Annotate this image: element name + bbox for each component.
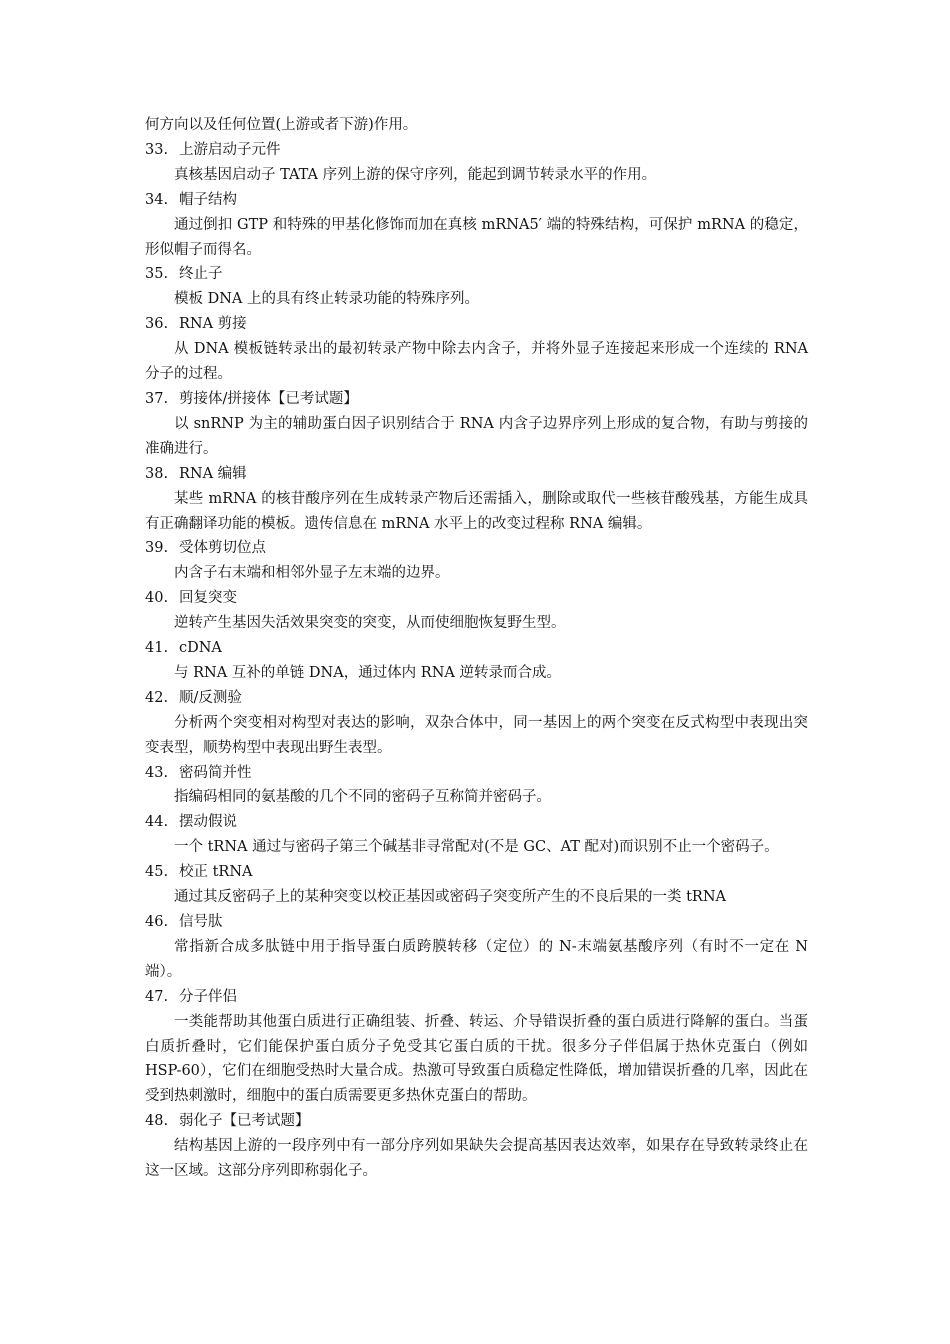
term-title: RNA 剪接 <box>179 316 247 333</box>
glossary-entry <box>145 462 808 537</box>
term-definition: 与 RNA 互补的单链 DNA，通过体内 RNA 逆转录而合成。 <box>174 664 561 681</box>
term-heading <box>145 686 808 711</box>
term-definition: 通过其反密码子上的某种突变以校正基因或密码子突变所产生的不良后果的一类 tRNA <box>174 889 727 906</box>
term-title: 帽子结构 <box>179 191 237 208</box>
term-title: 顺/反测验 <box>179 689 242 706</box>
term-heading <box>145 636 808 661</box>
intro-continuation: 何方向以及任何位置(上游或者下游)作用。 <box>145 117 418 133</box>
glossary-entry <box>145 985 808 1110</box>
term-definition: 内含子右末端和相邻外显子左末端的边界。 <box>174 565 450 582</box>
glossary-entry <box>145 262 808 312</box>
glossary-entry <box>145 1109 808 1184</box>
term-heading <box>145 188 808 213</box>
term-number: 44. <box>145 814 169 831</box>
term-title: 密码简并性 <box>179 764 252 781</box>
glossary-entry <box>145 536 808 586</box>
term-number: 45. <box>145 864 169 881</box>
term-definition: 通过倒扣 GTP 和特殊的甲基化修饰而加在真核 mRNA5′ 端的特殊结构，可保护 mRNA 的稳定，形似帽子而得名。 <box>145 216 808 258</box>
term-number: 47. <box>145 988 169 1005</box>
term-heading <box>145 985 808 1010</box>
term-title: 弱化子【已考试题】 <box>179 1113 310 1130</box>
term-definition: 指编码相同的氨基酸的几个不同的密码子互称简并密码子。 <box>174 789 551 806</box>
term-definition: 某些 mRNA 的核苷酸序列在生成转录产物后还需插入，删除或取代一些核苷酸残基，方能生成具有正确翻译功能的模板。遗传信息在 mRNA 水平上的改变过程称 RNA 编辑。 <box>145 490 808 532</box>
term-heading <box>145 1109 808 1134</box>
glossary-entry <box>145 312 808 387</box>
term-number: 36. <box>145 316 169 333</box>
term-definition: 分析两个突变相对构型对表达的影响，双杂合体中，同一基因上的两个突变在反式构型中表现出突变表型，顺势构型中表现出野生表型。 <box>145 714 808 756</box>
term-title: 信号肽 <box>179 914 223 930</box>
glossary-list <box>145 138 808 1184</box>
term-title: 剪接体/拼接体【已考试题】 <box>179 390 358 407</box>
term-heading <box>145 312 808 337</box>
term-title: 摆动假说 <box>179 814 237 831</box>
term-number: 39. <box>145 540 169 557</box>
term-heading <box>145 462 808 487</box>
glossary-entry <box>145 636 808 686</box>
glossary-entry <box>145 810 808 860</box>
term-definition: 一个 tRNA 通过与密码子第三个碱基非寻常配对(不是 GC、AT 配对)而识别不止一个密码子。 <box>174 839 779 856</box>
term-title: 受体剪切位点 <box>179 540 266 557</box>
term-title: 校正 tRNA <box>179 864 253 881</box>
term-title: 上游启动子元件 <box>179 141 281 158</box>
glossary-entry <box>145 138 808 188</box>
term-title: cDNA <box>179 640 222 657</box>
glossary-entry <box>145 761 808 811</box>
term-number: 37. <box>145 390 169 407</box>
glossary-entry <box>145 387 808 462</box>
glossary-entry <box>145 686 808 761</box>
term-definition: 真核基因启动子 TATA 序列上游的保守序列，能起到调节转录水平的作用。 <box>174 166 657 183</box>
term-number: 41. <box>145 640 169 657</box>
term-title: 回复突变 <box>179 590 237 607</box>
term-definition: 一类能帮助其他蛋白质进行正确组装、折叠、转运、介导错误折叠的蛋白质进行降解的蛋白。当蛋白质折叠时，它们能保护蛋白质分子免受其它蛋白质的干扰。很多分子伴侣属于热休克蛋白（例如 HSP-60），它们在细胞受热时大量合成。热激可导致蛋白质稳定性降低，增加错误折叠的几率，因此在受到热刺激时，细胞中的蛋白质需要更多热休克蛋白的帮助。 <box>145 1013 808 1105</box>
term-number: 38. <box>145 465 169 482</box>
term-heading <box>145 810 808 835</box>
term-heading <box>145 536 808 561</box>
term-number: 33. <box>145 141 169 158</box>
term-definition: 从 DNA 模板链转录出的最初转录产物中除去内含子，并将外显子连接起来形成一个连续的 RNA 分子的过程。 <box>145 341 808 383</box>
glossary-entry <box>145 910 808 985</box>
term-heading <box>145 387 808 412</box>
term-title: 终止子 <box>179 266 223 283</box>
term-heading <box>145 910 808 935</box>
term-number: 35. <box>145 266 169 283</box>
term-number: 46. <box>145 914 169 930</box>
term-number: 48. <box>145 1113 169 1130</box>
term-title: RNA 编辑 <box>179 465 247 482</box>
term-definition: 逆转产生基因失活效果突变的突变，从而使细胞恢复野生型。 <box>174 615 566 632</box>
term-number: 42. <box>145 689 169 706</box>
document-page <box>145 113 808 1184</box>
term-number: 43. <box>145 764 169 781</box>
term-title: 分子伴侣 <box>179 988 237 1005</box>
term-heading <box>145 761 808 786</box>
term-heading <box>145 586 808 611</box>
glossary-entry <box>145 586 808 636</box>
term-number: 40. <box>145 590 169 607</box>
term-definition: 模板 DNA 上的具有终止转录功能的特殊序列。 <box>174 291 480 308</box>
term-heading <box>145 138 808 163</box>
term-heading <box>145 860 808 885</box>
glossary-entry <box>145 188 808 263</box>
glossary-entry <box>145 860 808 910</box>
term-definition: 结构基因上游的一段序列中有一部分序列如果缺失会提高基因表达效率，如果存在导致转录终止在这一区域。这部分序列即称弱化子。 <box>145 1138 808 1180</box>
term-definition: 常指新合成多肽链中用于指导蛋白质跨膜转移（定位）的 N-末端氨基酸序列（有时不一定在 N 端）。 <box>145 938 808 980</box>
term-heading <box>145 262 808 287</box>
term-number: 34. <box>145 191 169 208</box>
term-definition: 以 snRNP 为主的辅助蛋白因子识别结合于 RNA 内含子边界序列上形成的复合物，有助与剪接的准确进行。 <box>145 415 808 457</box>
